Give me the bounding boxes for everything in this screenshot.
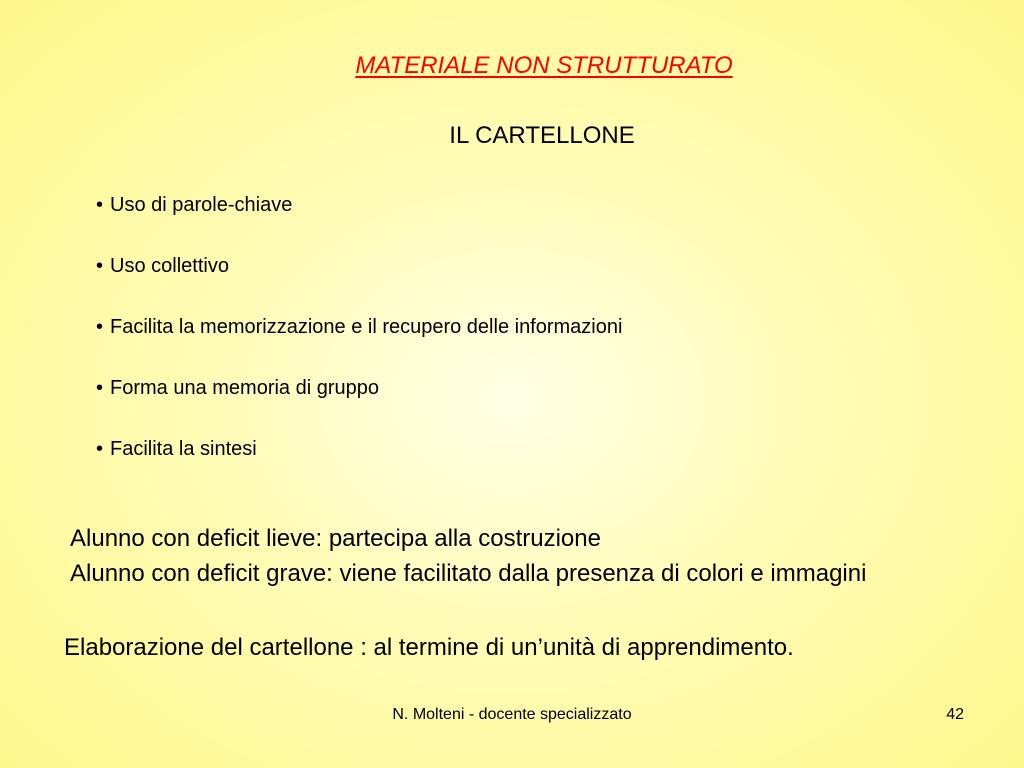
page-number: 42 (946, 706, 964, 723)
bullet-list (96, 192, 622, 497)
bullet-symbol: • (96, 255, 104, 277)
deficit-notes (70, 521, 866, 591)
slide-title: MATERIALE NON STRUTTURATO (355, 52, 733, 79)
bullet-symbol: • (96, 377, 104, 399)
bullet-item (96, 314, 622, 340)
bullet-text: Facilita la memorizzazione e il recupero delle informazioni (110, 316, 623, 338)
note-severe-deficit: Alunno con deficit grave: viene facilitato dalla presenza di colori e immagini (70, 560, 867, 587)
bullet-text: Facilita la sintesi (110, 438, 257, 460)
footer-author: N. Molteni - docente specializzato (392, 706, 632, 723)
elaboration-text: Elaborazione del cartellone : al termine di un’unità di apprendimento. (64, 634, 794, 661)
bullet-item (96, 192, 622, 218)
slide-subtitle: IL CARTELLONE (449, 122, 635, 149)
bullet-symbol: • (96, 194, 104, 216)
bullet-symbol: • (96, 316, 104, 338)
bullet-text: Uso collettivo (110, 255, 229, 277)
bullet-item (96, 253, 622, 279)
bullet-text: Uso di parole-chiave (110, 194, 293, 216)
bullet-symbol: • (96, 438, 104, 460)
bullet-item (96, 375, 622, 401)
note-mild-deficit: Alunno con deficit lieve: partecipa alla costruzione (70, 525, 601, 552)
bullet-text: Forma una memoria di gruppo (110, 377, 380, 399)
bullet-item (96, 436, 622, 462)
